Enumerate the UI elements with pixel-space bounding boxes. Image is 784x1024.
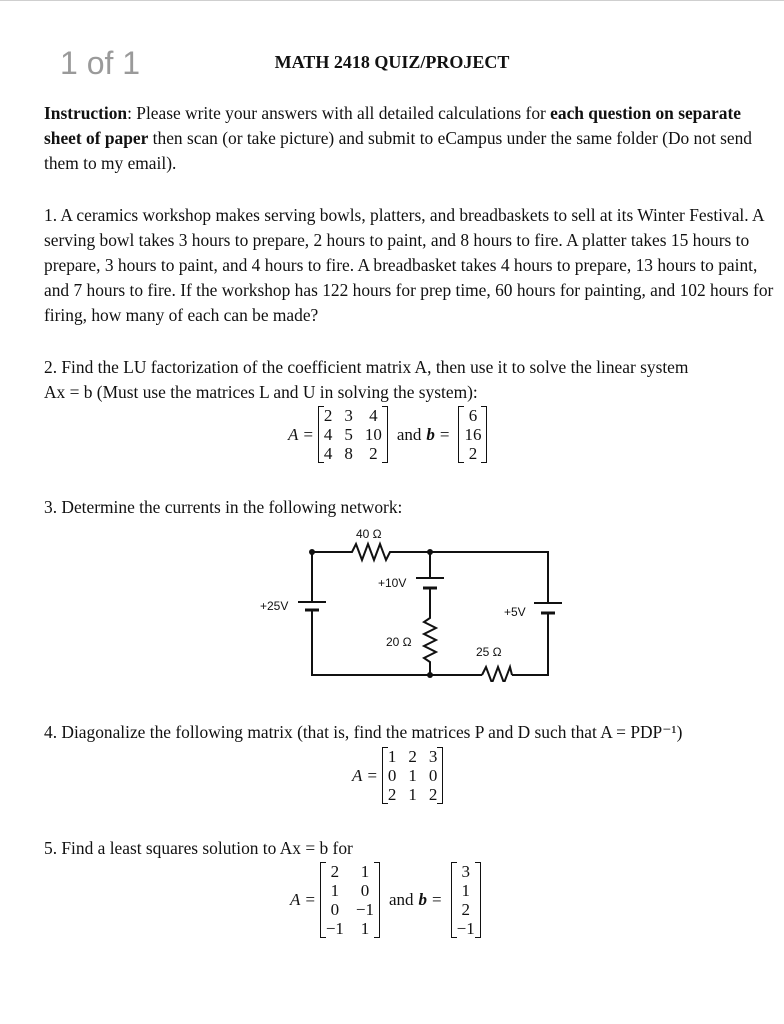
q2-a-label: A = [288,424,314,444]
q5-eq: = [432,890,442,909]
matrix-row [458,406,487,425]
matrix-cell: 1 [408,785,417,804]
matrix-cell: 16 [464,425,482,444]
q4-matrix-a [382,747,444,804]
question-2-line-2: Ax = b (Must use the matrices L and U in solving the system): [44,382,478,402]
question-2-matrices [288,406,491,463]
circuit-node-bottom [427,672,433,678]
matrix-row [318,406,388,425]
matrix-row [382,766,444,785]
matrix-cell: −1 [355,900,374,919]
matrix-cell: 8 [344,444,353,463]
instruction-label: Instruction [44,103,128,123]
matrix-row [318,425,388,444]
matrix-cell: 1 [360,862,370,881]
matrix-cell: 10 [364,425,382,444]
top-divider [0,0,784,1]
matrix-cell: 1 [461,881,470,900]
question-2-line-1: 2. Find the LU factorization of the coefficient matrix A, then use it to solve the linear system [44,357,689,377]
matrix-cell: 0 [387,766,397,785]
matrix-cell: 1 [330,881,340,900]
matrix-cell: 4 [323,444,333,463]
q5-b-label: b [418,890,428,909]
matrix-row [451,881,481,900]
matrix-cell: −1 [325,919,344,938]
instruction-text-after: then scan (or take picture) and submit to eCampus under the same folder (Do not send them to my email). [44,128,752,173]
q2-vector-b [458,406,487,463]
matrix-cell: 3 [461,862,470,881]
q5-vector-b [451,862,481,938]
matrix-cell: 3 [428,747,438,766]
matrix-cell: −1 [456,919,475,938]
matrix-cell: 4 [323,425,333,444]
matrix-cell: 0 [428,766,438,785]
matrix-row [320,862,380,881]
question-4: 4. Diagonalize the following matrix (that is, find the matrices P and D such that A = PDP⁻¹) [44,722,683,742]
q5-and: and [389,890,414,909]
matrix-cell: 2 [428,785,438,804]
matrix-cell: 2 [369,444,378,463]
instruction-text-before: : Please write your answers with all detailed calculations for [127,103,551,123]
question-3: 3. Determine the currents in the following network: [44,497,403,517]
matrix-cell: 1 [408,766,417,785]
label-10v: +10V [378,576,407,590]
matrix-row [320,881,380,900]
q2-and: and [396,424,422,444]
question-4-matrix [352,747,447,804]
instruction-bold-phrase: each question on separate sheet of paper [44,103,741,148]
q5-a-label: A = [290,890,316,909]
matrix-cell: 2 [468,444,478,463]
label-40-ohm: 40 Ω [356,527,382,541]
q2-eq: = [439,424,450,444]
resistor-25-ohm [482,667,512,682]
matrix-cell: 2 [461,900,470,919]
matrix-cell: 2 [408,747,417,766]
label-25-ohm: 25 Ω [476,645,502,659]
q2-matrix-a [318,406,388,463]
matrix-row [451,862,481,881]
question-5-matrices [290,862,485,938]
matrix-row [320,900,380,919]
circuit-diagram [250,522,570,682]
q4-a-label: A = [352,765,378,785]
matrix-cell: 0 [330,900,340,919]
matrix-cell: 1 [387,747,397,766]
matrix-cell: 0 [360,881,370,900]
matrix-cell: 6 [468,406,478,425]
q2-b-label: b [426,424,435,444]
page-indicator: 1 of 1 [60,45,141,81]
q5-matrix-a [320,862,380,938]
label-5v: +5V [504,605,526,619]
label-20-ohm: 20 Ω [386,635,412,649]
matrix-cell: 3 [344,406,353,425]
circuit-node-top [427,549,433,555]
matrix-row [451,919,481,938]
circuit-node-left [309,549,315,555]
matrix-row [458,444,487,463]
matrix-cell: 2 [387,785,397,804]
matrix-row [382,785,444,804]
document-title: MATH 2418 QUIZ/PROJECT [274,52,510,72]
matrix-cell: 5 [344,425,353,444]
resistor-20-ohm [424,588,436,675]
matrix-row [382,747,444,766]
matrix-row [318,444,388,463]
matrix-cell: 4 [369,406,378,425]
label-25v: +25V [260,599,289,613]
matrix-cell: 1 [360,919,370,938]
matrix-cell: 2 [330,862,340,881]
matrix-cell: 2 [323,406,333,425]
question-1: 1. A ceramics workshop makes serving bowls, platters, and breadbaskets to sell at its Winter Festival. A serving bowl takes 3 hours to prepare, 2 hours to paint, and 8 hours to fire. A platter takes 15 hours to prepare, 3 hours to paint, and 4 hours to fire. A breadbasket takes 4 hours to prepare, 13 hours to paint, and 7 hours to fire. If the workshop has 122 hours for prep time, 60 hours for painting, and 102 hours for firing, how many of each can be made? [44,205,774,325]
matrix-row [458,425,487,444]
circuit-right-wire [512,613,548,675]
matrix-row [320,919,380,938]
instruction-paragraph [44,101,780,176]
matrix-row [451,900,481,919]
question-5: 5. Find a least squares solution to Ax = b for [44,838,353,858]
